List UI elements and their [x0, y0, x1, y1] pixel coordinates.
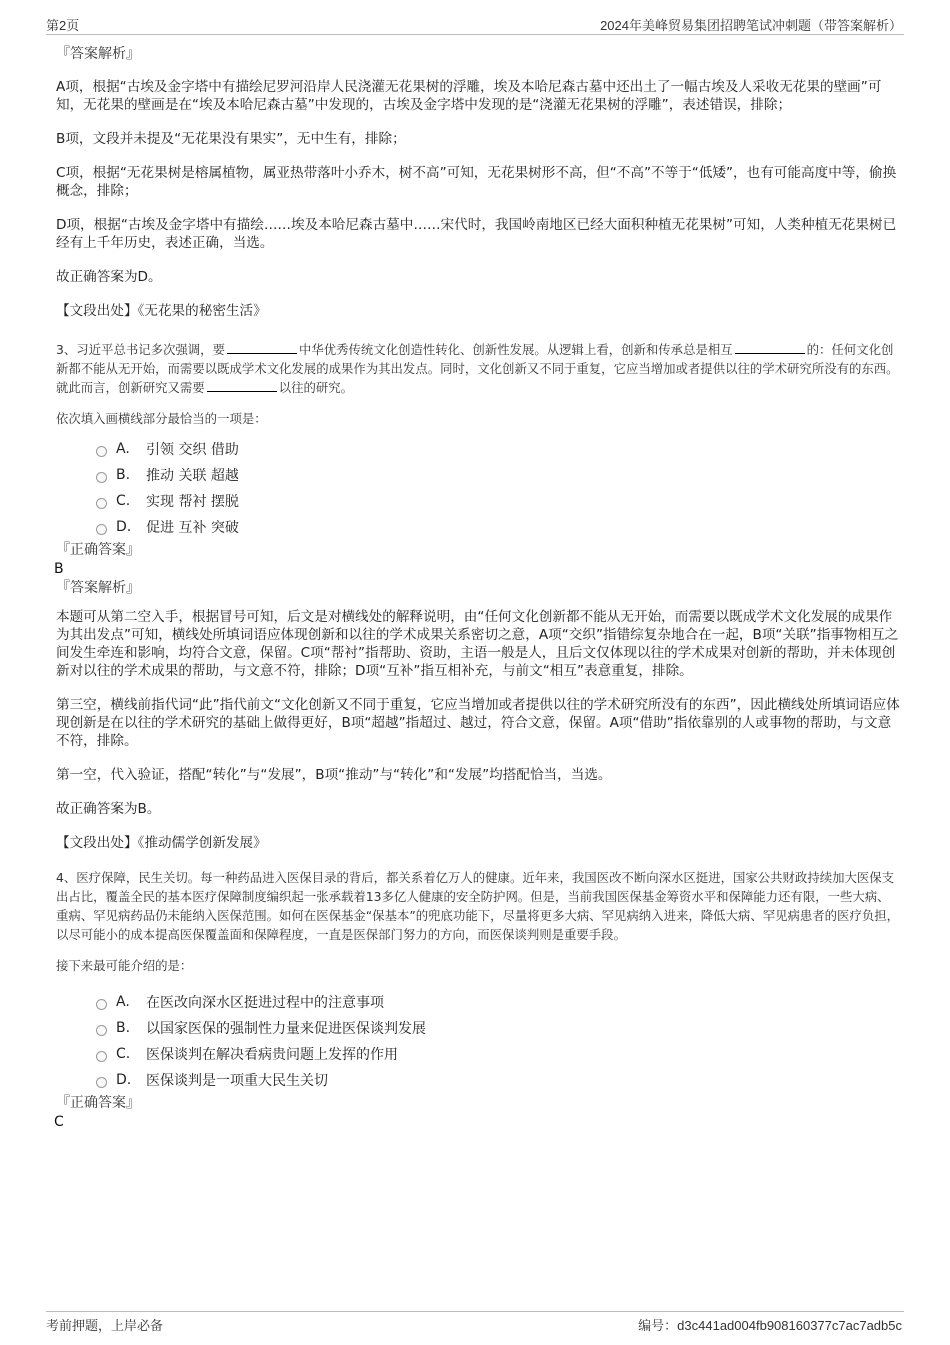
page-content — [56, 44, 901, 1131]
option-letter: B. — [116, 467, 131, 483]
radio-button[interactable] — [96, 472, 107, 483]
correct-answer-label: 『正确答案』 — [56, 542, 140, 558]
source-citation: 【文段出处】《无花果的秘密生活》 — [56, 303, 267, 319]
option-text: 促进 互补 突破 — [146, 520, 239, 536]
radio-button[interactable] — [96, 1051, 107, 1062]
stem-text: 以往的研究。 — [278, 380, 354, 395]
option-letter: C. — [116, 493, 131, 509]
question-prompt: 依次填入画横线部分最恰当的一项是： — [56, 411, 267, 426]
analysis-paragraph: A项，根据“古埃及金字塔中有描绘尼罗河沿岸人民浇灌无花果树的浮雕，埃及本哈尼森古墓中还出土了一幅古埃及人采收无花果的壁画”可知，无花果的壁画是在“埃及本哈尼森古墓”中发现的，古埃及金字塔中发现的是“浇灌无花果树的浮雕”，表述错误，排除； — [56, 79, 882, 113]
radio-button[interactable] — [96, 498, 107, 509]
options-list — [96, 989, 901, 1093]
option-b[interactable] — [96, 462, 901, 488]
radio-button[interactable] — [96, 524, 107, 535]
stem-text: 中华优秀传统文化创造性转化、创新性发展。从逻辑上看，创新和传承总是相互 — [298, 342, 733, 357]
page-header — [46, 14, 904, 35]
radio-button[interactable] — [96, 446, 107, 457]
correct-answer: B — [54, 561, 64, 577]
question-4 — [56, 868, 901, 1131]
question-stem: 4、医疗保障，民生关切。每一种药品进入医保目录的背后，都关系着亿万人的健康。近年来，我国医改不断向深水区挺进，国家公共财政持续加大医保支出占比，覆盖全民的基本医疗保障制度编织起一张承载着13多亿人健康的安全防护网。但是，当前我国医保基金筹资水平和保障能力还有限，一些大病、重病、罕见病药品仍未能纳入医保范围。如何在医保基金“保基本”的兜底功能下，尽量将更多大病、罕见病纳入进来，降低大病、罕见病患者的医疗负担，以尽可能小的成本提高医保覆盖面和保障程度，一直是医保部门努力的方向，而医保谈判则是重要手段。 — [56, 870, 900, 942]
page-number: 第2页 — [46, 18, 80, 33]
option-text: 在医改向深水区挺进过程中的注意事项 — [146, 995, 384, 1011]
options-list — [96, 436, 901, 540]
conclusion: 故正确答案为B。 — [56, 801, 161, 817]
correct-answer: C — [54, 1114, 64, 1130]
option-letter: D. — [116, 1072, 132, 1088]
question-3 — [56, 340, 901, 852]
option-d[interactable] — [96, 514, 901, 540]
conclusion: 故正确答案为D。 — [56, 269, 162, 285]
option-letter: B. — [116, 1020, 131, 1036]
option-text: 引领 交织 借助 — [146, 442, 239, 458]
analysis-paragraph: 本题可从第二空入手，根据冒号可知，后文是对横线处的解释说明，由“任何文化创新都不能从无开始，而需要以既成学术文化发展的成果作为其出发点”可知，横线处所填词语应体现创新和以往的学术成果关系密切之意，A项“交织”指错综复杂地合在一起，B项“关联”指事物相互之间发生牵连和影响，均符合文意，保留。C项“帮衬”指帮助、资助，主语一般是人，且后文仅体现以往的学术成果对创新的帮助，并未体现创新对以往的学术成果的帮助，与文意不符，排除；D项“互补”指互相补充，与前文“相互”表意重复，排除。 — [56, 609, 899, 679]
fill-blank — [207, 379, 277, 392]
fill-blank — [227, 341, 297, 354]
option-b[interactable] — [96, 1015, 901, 1041]
radio-button[interactable] — [96, 1025, 107, 1036]
option-letter: A. — [116, 441, 130, 457]
page-footer — [46, 1311, 904, 1332]
fill-blank — [735, 341, 805, 354]
footer-slogan: 考前押题，上岸必备 — [46, 1318, 164, 1333]
option-a[interactable] — [96, 989, 901, 1015]
q2-analysis-section — [56, 44, 901, 320]
analysis-paragraph: 第三空，横线前指代词“此”指代前文“文化创新又不同于重复，它应当增加或者提供以往的学术研究所没有的东西”，因此横线处所填词语应体现创新是在以往的学术研究的基础上做得更好，B项“超越”指超过、越过，符合文意，保留。A项“借助”指依靠别的人或事物的帮助，与文意不符，排除。 — [56, 697, 900, 749]
option-letter: A. — [116, 994, 130, 1010]
analysis-paragraph: B项，文段并未提及“无花果没有果实”，无中生有，排除； — [56, 131, 406, 147]
option-a[interactable] — [96, 436, 901, 462]
option-letter: D. — [116, 519, 132, 535]
option-c[interactable] — [96, 488, 901, 514]
option-c[interactable] — [96, 1041, 901, 1067]
option-text: 以国家医保的强制性力量来促进医保谈判发展 — [146, 1021, 426, 1037]
radio-button[interactable] — [96, 1077, 107, 1088]
option-text: 医保谈判在解决看病贵问题上发挥的作用 — [146, 1047, 398, 1063]
option-text: 医保谈判是一项重大民生关切 — [146, 1073, 328, 1089]
radio-button[interactable] — [96, 999, 107, 1010]
option-text: 推动 关联 超越 — [146, 468, 239, 484]
document-title: 2024年美峰贸易集团招聘笔试冲刺题（带答案解析） — [600, 18, 902, 33]
analysis-label: 『答案解析』 — [56, 580, 140, 596]
option-letter: C. — [116, 1046, 131, 1062]
option-text: 实现 帮衬 摆脱 — [146, 494, 239, 510]
analysis-paragraph: C项，根据“无花果树是榕属植物，属亚热带落叶小乔木，树不高”可知，无花果树形不高，但“不高”不等于“低矮”，也有可能高度中等，偷换概念，排除； — [56, 165, 897, 199]
correct-answer-label: 『正确答案』 — [56, 1095, 140, 1111]
analysis-label: 『答案解析』 — [56, 46, 140, 62]
document-serial: 编号：d3c441ad004fb908160377c7ac7adb5c — [638, 1318, 902, 1333]
analysis-paragraph: 第一空，代入验证，搭配“转化”与“发展”，B项“推动”与“转化”和“发展”均搭配恰当，当选。 — [56, 767, 612, 783]
stem-text: 的：任何文化创新都不能从无开始，而需要以既成学术文化发展的成果作为其出发点。同时，文化创新又不同于重复，它应当增加或者提供以往的学术研究所没有的东西。就此而言，创新研究又需要 — [56, 342, 899, 395]
option-d[interactable] — [96, 1067, 901, 1093]
question-stem — [56, 340, 901, 397]
question-prompt: 接下来最可能介绍的是： — [56, 958, 193, 973]
stem-text: 3、习近平总书记多次强调，要 — [56, 342, 225, 357]
source-citation: 【文段出处】《推动儒学创新发展》 — [56, 835, 267, 851]
analysis-paragraph: D项，根据“古埃及金字塔中有描绘……埃及本哈尼森古墓中……宋代时，我国岭南地区已经大面积种植无花果树”可知，人类种植无花果树已经有上千年历史，表述正确，当选。 — [56, 217, 897, 251]
